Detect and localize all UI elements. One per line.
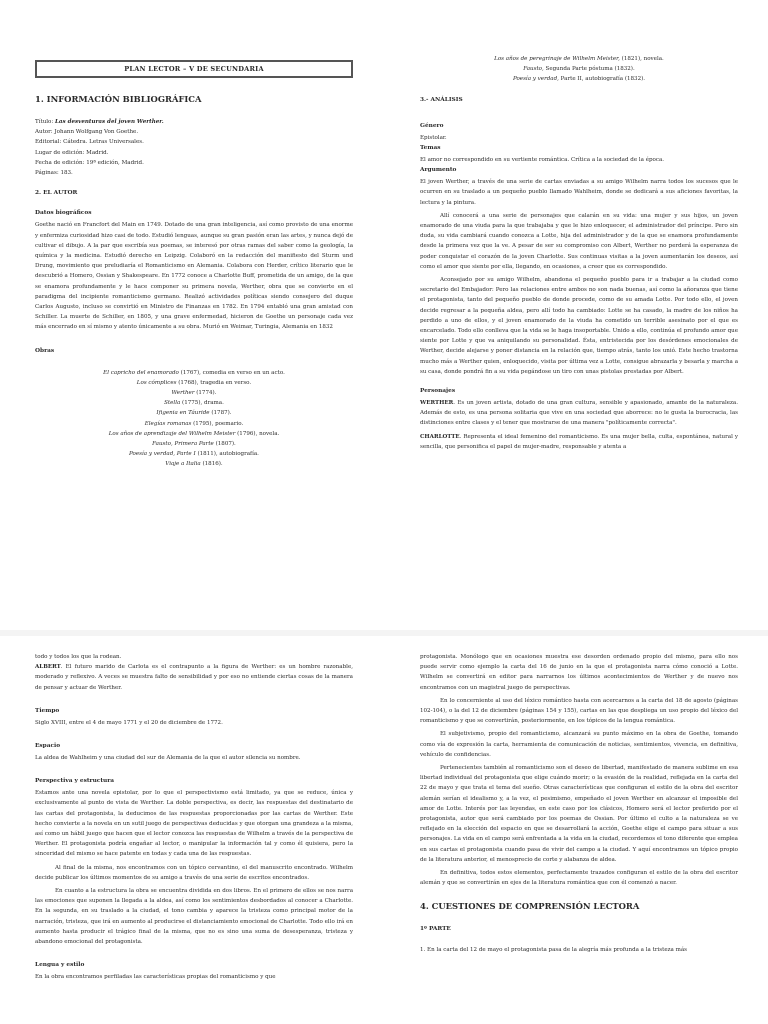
temas-text: El amor no correspondido en su vertiente romántica. Crítica a la sociedad de la época. [420,157,665,164]
obra-item: Fausto, Primera Parte (1807). [152,441,236,448]
page1-left-column [35,56,353,470]
biblio-title-label: Título: [35,119,56,125]
lengua-paragraph: En la obra encontramos perfiladas las características propias del romanticismo y que [35,974,276,981]
title-box-text: PLAN LECTOR – V DE SECUNDARIA [124,64,264,73]
obra-item: Fausto, Segunda Parte póstuma (1832). [523,66,635,73]
personaje-charlotte: CHARLOTTE. Representa el ideal femenino del romanticismo. Es una mujer bella, culta, espontánea, natural y sencilla, que personifica el papel de mujer-madre, responsable y atenta a [420,433,738,450]
espacio-text: La aldea de Wahlheim y una ciudad del sur de Alemania de la que el autor silencia su nombre. [35,755,301,762]
biblio-place: Lugar de edición: Madrid. [35,149,109,156]
obra-item: Los años de peregrinaje de Wilhelm Meister, (1821), novela. [494,56,664,62]
estilo-paragraph: El subjetivismo, propio del romanticismo, alcanzará su punto máximo en la obra de Goethe, tomando como vía de expresión la carta, herramienta de comunicación de noticias, sentimientos, vivencia, en definitiva, vehículo de confidencias. [420,731,738,758]
page2-right-column [420,652,738,958]
section-4-title: 4. CUESTIONES DE COMPRENSIÓN LECTORA [420,901,640,912]
question-1: 1. En la carta del 12 de mayo el protagonista pasa de la alegría más profunda a la tristeza más [420,946,688,953]
section-1-title: 1. INFORMACIÓN BIBLIOGRÁFICA [35,94,202,104]
continued-text: todo y todos los que la rodean. [35,654,122,660]
page1-right-column [420,54,738,455]
biblio-author: Autor: Johann Wolfgang Von Goethe. [35,129,139,136]
obra-item: Ifigenia en Táuride (1787). [156,410,232,417]
argumento-paragraph: Aconsejado por su amigo Wilhelm, abandona el pequeño pueblo para ir a trabajar a la ciudad como secretario del Embajador: Pero las relaciones entre ambos no son nada buenas, así como la añoranza que tiene el protagonista, tanto del pequeño pueblo de donde procede, como de su amada Lotte. Por todo ello, el joven decide regresar a la pequeña aldea, pero allí todo ha cambiado: Lotte se ha casado, la madre de los niños ha perdido a uno de ellos, y el joven enamorado de la viuda ha cometido un terrible asesinato por el que es encarcelado. Todo ello conlleva que la vida se le haga insoportable. Unido a ello, continúa el profundo amor que siente por Lotte y que va aniquilando su personalidad. Ésta, entristecida por los desórdenes emocionales de Werther, decide alejarse y poner distancia en la relación que, tiempo atrás, tanto los unió. Este hecho trastorna mucho más a Werther quien, enloquecido, visita por última vez a Lotte, consigue abrazarla y besarla y marcha a su casa, donde pondrá fin a su vida pegándose un tiro con unas pistolas prestadas por Albert. [420,277,738,375]
estilo-paragraph: En lo concerniente al uso del léxico romántico hasta con acercarnos a la carta del 18 de agosto (páginas 102-104), o la del 12 de diciembre (páginas 154 y 155), cartas en las que despliega un uso propio del léxico del romanticismo y que se convertirán, posteriormente, en los tópicos de la lengua romántica. [420,697,738,725]
obras-list [35,368,353,470]
personaje-werther: WERTHER. Es un joven artista, dotado de una gran cultura, sensible y apasionado, amante de la naturaleza. Además de esto, es una persona solitaria que vive en una sociedad que aborrece: no le gusta la burocracia, las distinciones entre clases y el tener que mostrarse de una manera "políticamente correcta". [420,400,738,427]
obra-item: Los cómplices (1768), tragedia en verso. [136,379,252,386]
section-2-title: 2. EL AUTOR [35,190,78,197]
biblio-title-line [35,117,353,127]
obra-item: El capricho del enamorado (1767), comedia en verso en un acto. [103,369,285,376]
genero-text: Epistolar. [420,134,447,141]
perspectiva-paragraph: Al final de la misma, nos encontramos con un tópico cervantino, el del manuscrito encontrado. Wilhelm decide publicar los últimos momentos de su amigo a través de una serie de escritos encontrados. [35,864,353,881]
obras-title: Obras [35,347,55,354]
biblio-title-value: Las desventuras del joven Werther. [55,119,164,125]
datos-biograficos-title: Datos biográficos [35,210,92,217]
biblio-publisher: Editorial: Cátedra. Letras Universales. [35,139,144,146]
page2-left-column [35,652,353,985]
obra-item: Stella (1775), drama. [164,400,224,407]
perspectiva-paragraph: Estamos ante una novela epistolar, por lo que el perspectivismo está limitado, ya que se reduce, única y exclusivamente al punto de vista de Werther. La doble perspectiva, es decir, las respuestas del destinatario de las cartas del protagonista, la deducimos de las respuestas proporcionadas por las cartas de Werther. Este hecho convierte a la novela en un sutil juego de perspectivas deducidas y que otorgan una grandeza a la misma, así como un hábil juego que hacen que el lector conozca las respuestas de Wilhelm a través de la perspectiva de Werther. El protagonista podría engañar al lector, o manipular la información tal y como él quisiera, pero la sinceridad del mismo se hace patente en todas y cada una de las respuestas. [35,790,353,858]
obras-list-continued [420,54,738,85]
argumento-paragraph: Allí conocerá a una serie de personajes que calarán en su vida: una mujer y sus hijos, un joven enamorado de una viuda para la que trabajaba y que le hizo enloquecer, el administrador del príncipe. Pero sin duda, su vida cambiará cuando conozca a Lotte, hija del administrador y de la que se enamora profundamente desde la primera vez que la ve. A pesar de ser su compromiso con Albert, Werther no perderá la esperanza de poder conquistar el corazón de la joven Charlotte. Sus continuas visitas a la joven aumentarán los deseos, así como el amor que siente por ella, llegando, en ocasiones, a creer que es correspondido. [420,212,738,270]
biblio-date: Fecha de edición: 19ª edición, Madrid. [35,159,144,166]
lengua-title: Lengua y estilo [35,962,85,969]
personaje-albert: ALBERT. El futuro marido de Carlota es el contrapunto a la figura de Werther: es un hombre razonable, moderado y reflexivo. A veces se muestra falto de sensibilidad y por eso no entiende ciertas cosas de la manera de pensar y actuar de Werther. [35,664,353,691]
obra-item: Poesía y verdad, Parte II, autobiografía (1832). [512,76,646,83]
title-box [35,60,353,78]
document-page-2 [0,636,768,1024]
biblio-pages: Páginas: 183. [35,170,73,177]
espacio-title: Espacio [35,743,61,750]
argumento-title: Argumento [420,167,457,174]
parte-1-title: 1º PARTE [420,926,451,933]
obra-item: Werther (1774). [171,390,217,397]
perspectiva-paragraph: En cuanto a la estructura la obra se encuentra dividida en dos libros. En el primero de ellos se nos narra las emociones que suponen la llegada a la aldea, así como los sentimientos desbordados al conocer a Charlotte. En la segunda, en su traslado a la ciudad, el tono cambia y aparece la tristeza como principal motor de la narración, tristeza, que irá en aumento al producirse el distanciamiento emocional de Charlotte. Todo ello irá en aumento hasta producir el trágico final de la misma, que no es sino una suma de desesperanza, tristeza y abandono emocional del protagonista. [35,888,353,946]
datos-biograficos-text: Goethe nació en Francfort del Main en 1749. Dotado de una gran inteligencia, así como provisto de una enorme y enfermiza curiosidad hizo casi de todo. Estudió lenguas, aunque su gran pasión eran las artes, y nunca dejó de cultivar el dibujo. A la par que escribía sus poemas, se interesó por otras ramas del saber como la geología, la química y la medicina. Estudió derecho en Leipzig. Colaboró en la redacción del manifiesto del Sturm und Drung, movimiento que preludiaría el Romanticismo en Alemania. Colabora con Herder, crítico literario que le descubrió a Homero, Ossian y Shakespeare. En 1772 conoce a Charlotte Buff, prometida de un amigo, de la que se enamora profundamente y le hace componer su primera novela, Werther, obra que se convierte en el paradigma del incipiente romanticismo germano. Realizó actividades políticas siendo consejero del duque Carlos Augusto, incluso se convirtió en Ministro de Finanzas en 1782. En 1794 entabló una gran amistad con Schiller. La muerte de Schiller, en 1805, y una grave enfermedad, hicieron de Goethe un personaje cada vez más encerrado en sí mismo y atento únicamente a su obra. Murió en Weimar, Turingia, Alemania en 1832 [35,222,353,331]
personajes-title: Personajes [420,388,456,395]
estilo-paragraph: En definitiva, todos estos elementos, perfectamente trazados configuran el estilo de la obra del escritor alemán y que se convertirán en ejes de la literatura romántica que con él comenzó a nacer. [420,870,738,887]
tiempo-text: Siglo XVIII, entre el 4 de mayo 1771 y el 20 de diciembre de 1772. [35,719,223,726]
personaje-name: ALBERT [35,664,61,671]
obra-item: Viaje a Italia (1816). [165,461,223,468]
section-3-title: 3.- ANÁLISIS [420,96,463,103]
estilo-paragraph: Pertenecientes también al romanticismo son el deseo de libertad, manifestado de manera sublime en esa libertad individual del protagonista que elige cuándo morir; o la evasión de la realidad, reflejada en la carta del 22 de mayo y que trata el tema del sueño. Otras características que configuran el estilo de la obra del escritor alemán serían el idealismo y, a la vez, el pesimismo, empeñado el joven Werther en alcanzar el imposible del amor de Lotte. Interés por las leyendas, en este caso por los clásicos, Homero será el lector preferido por el protagonista, autor que será cambiado por los poemas de Ossian. Por último el culto a la naturaleza se ve reflejado en la elección del espacio en que se desarrollará la acción, Goethe elige el campo para situar a sus personajes. La vida en el campo será enfrentada a la vida en la ciudad, recordemos el tono diferente que emplea en sus cartas el protagonista cuando pasa de vivir del campo a la ciudad. Y aquí encontramos un tópico propio de la literatura anterior, el menosprecio de corte y alabanza de aldea. [420,765,738,863]
obra-item: Los años de aprendizaje del Wilhelm Meister (1796), novela. [108,430,280,437]
perspectiva-title: Perspectiva y estructura [35,778,115,785]
personaje-name: CHARLOTTE [420,433,460,440]
argumento-paragraph: El joven Werther, a través de una serie de cartas enviadas a su amigo Wilhelm narra todos los sucesos que le ocurren en su traslado a un pequeño pueblo llamado Wahlheim, donde se dedicará a sus aficiones favoritas, la lectura y la pintura. [420,179,738,206]
estilo-paragraph: protagonista. Monólogo que en ocasiones muestra ese desorden ordenado propio del mismo, para ello nos puede servir como ejemplo la carta del 16 de junio en la que el protagonista narra cómo conoció a Lotte. Wilhelm se convertirá en editor para narrarnos los últimos acontecimientos de Werther y de nuevo nos encontramos con un magistral juego de perspectivas. [420,654,738,691]
obra-item: Elegías romanas (1795), poemario. [144,420,244,427]
genero-title: Género [420,122,444,129]
obra-item: Poesía y verdad, Parte I (1811), autobiografía. [129,451,259,458]
personaje-name: WERTHER [420,400,454,407]
temas-title: Temas [420,145,441,152]
tiempo-title: Tiempo [35,707,60,714]
